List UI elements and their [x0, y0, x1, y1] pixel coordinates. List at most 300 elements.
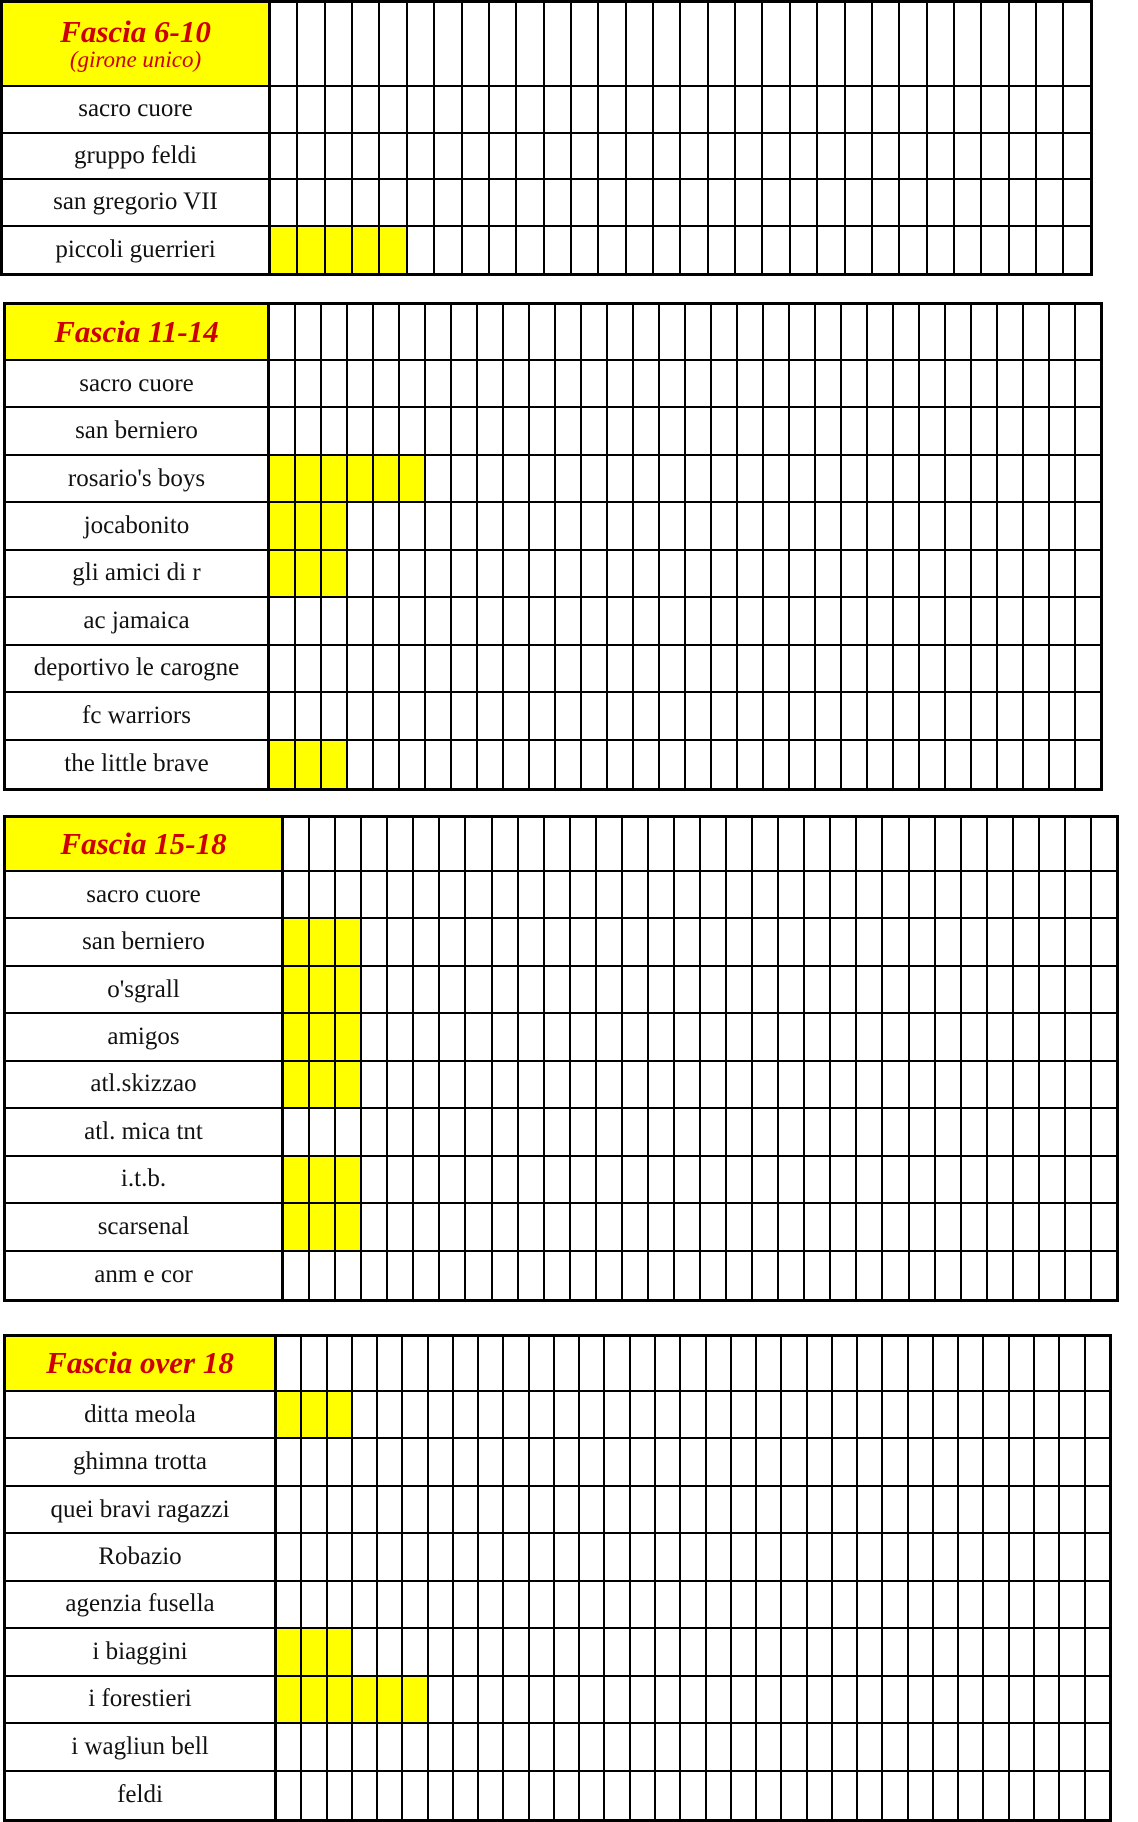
grid-cell	[681, 1677, 706, 1722]
marked-cell	[277, 1677, 302, 1722]
grid-cell	[1086, 1392, 1109, 1437]
grid-cell	[545, 180, 572, 225]
grid-cell	[910, 1157, 936, 1202]
category-title	[3, 3, 271, 85]
grid-cell	[649, 1204, 675, 1249]
grid-cell	[816, 741, 842, 788]
marked-cell	[378, 1677, 403, 1722]
grid-cell	[712, 503, 738, 548]
grid-cell	[608, 361, 634, 406]
grid-cell	[701, 1109, 727, 1154]
marked-cell	[298, 227, 325, 274]
grid-cell	[686, 456, 712, 501]
grid-cell	[1092, 1252, 1116, 1299]
grid-cell	[779, 919, 805, 964]
grid-cell	[353, 1534, 378, 1579]
grid-cell	[400, 503, 426, 548]
grid-cell	[380, 3, 407, 85]
grid-cell	[984, 1392, 1009, 1437]
grid-cell	[959, 1439, 984, 1484]
grid-cell	[504, 408, 530, 453]
grid-cell	[631, 1439, 656, 1484]
grid-cell	[284, 1252, 310, 1299]
grid-cell	[984, 1772, 1009, 1819]
marked-cell	[302, 1629, 327, 1674]
grid-cell	[764, 456, 790, 501]
grid-cell	[479, 1392, 504, 1437]
grid-cell	[400, 598, 426, 643]
grid-cell	[580, 1724, 605, 1769]
grid-cell	[1076, 646, 1100, 691]
grid-cell	[883, 1109, 909, 1154]
grid-cell	[555, 1772, 580, 1819]
grid-cell	[779, 1157, 805, 1202]
grid-cell	[440, 1014, 466, 1059]
grid-cell	[545, 1014, 571, 1059]
grid-cell	[298, 3, 325, 85]
grid-cell	[934, 1392, 959, 1437]
grid-cell	[701, 967, 727, 1012]
grid-cell	[1014, 818, 1040, 870]
grid-cell	[1035, 1487, 1060, 1532]
grid-cell	[504, 305, 530, 359]
grid-cell	[490, 180, 517, 225]
grid-cell	[519, 818, 545, 870]
grid-cell	[408, 3, 435, 85]
grid-cell	[833, 1392, 858, 1437]
grid-cell	[440, 1109, 466, 1154]
grid-cell	[545, 967, 571, 1012]
grid-cell	[414, 872, 440, 917]
grid-cell	[336, 872, 362, 917]
grid-cell	[972, 408, 998, 453]
grid-cell	[883, 967, 909, 1012]
team-name: i.t.b.	[6, 1157, 284, 1202]
grid-cell	[403, 1582, 428, 1627]
grid-cell	[962, 872, 988, 917]
grid-cell	[1010, 87, 1037, 132]
grid-cell	[580, 1392, 605, 1437]
grid-cell	[1076, 503, 1100, 548]
grid-cell	[1060, 1677, 1085, 1722]
grid-cell	[479, 1487, 504, 1532]
grid-cell	[928, 87, 955, 132]
grid-cell	[831, 872, 857, 917]
grid-cell	[504, 1534, 529, 1579]
grid-cell	[466, 919, 492, 964]
grid-cell	[1010, 3, 1037, 85]
grid-cell	[962, 1157, 988, 1202]
grid-cell	[435, 134, 462, 179]
grid-cell	[631, 1337, 656, 1390]
grid-cell	[605, 1337, 630, 1390]
grid-cell	[712, 456, 738, 501]
grid-cell	[572, 227, 599, 274]
grid-cell	[631, 1629, 656, 1674]
grid-cell	[582, 598, 608, 643]
grid-cell	[920, 598, 946, 643]
grid-cell	[426, 456, 452, 501]
grid-cell	[556, 305, 582, 359]
grid-cell	[857, 1014, 883, 1059]
grid-cell	[1037, 87, 1064, 132]
grid-cell	[388, 919, 414, 964]
grid-cell	[271, 3, 298, 85]
grid-cell	[408, 180, 435, 225]
grid-cell	[517, 3, 544, 85]
grid-cell	[675, 818, 701, 870]
grid-cell	[466, 1204, 492, 1249]
grid-cell	[380, 180, 407, 225]
marked-cell	[380, 227, 407, 274]
marked-cell	[284, 967, 310, 1012]
grid-cell	[868, 693, 894, 738]
team-row	[6, 919, 1116, 966]
grid-cell	[988, 1204, 1014, 1249]
team-cells	[284, 1062, 1116, 1107]
team-name: piccoli guerrieri	[3, 227, 271, 274]
grid-cell	[656, 1534, 681, 1579]
grid-cell	[1024, 646, 1050, 691]
grid-cell	[580, 1337, 605, 1390]
grid-cell	[707, 1677, 732, 1722]
grid-cell	[790, 741, 816, 788]
grid-cell	[757, 1772, 782, 1819]
grid-cell	[988, 1252, 1014, 1299]
grid-cell	[435, 87, 462, 132]
grid-cell	[816, 598, 842, 643]
grid-cell	[972, 361, 998, 406]
team-cells	[277, 1629, 1109, 1674]
header-cells	[284, 818, 1116, 870]
grid-cell	[883, 872, 909, 917]
grid-cell	[362, 872, 388, 917]
grid-cell	[764, 361, 790, 406]
marked-cell	[302, 1392, 327, 1437]
grid-cell	[348, 305, 374, 359]
grid-cell	[988, 1062, 1014, 1107]
grid-cell	[928, 227, 955, 274]
grid-cell	[623, 1062, 649, 1107]
grid-cell	[479, 1439, 504, 1484]
grid-cell	[701, 1157, 727, 1202]
grid-cell	[429, 1724, 454, 1769]
grid-cell	[782, 1534, 807, 1579]
grid-cell	[712, 305, 738, 359]
team-row	[6, 1252, 1116, 1299]
grid-cell	[270, 693, 296, 738]
grid-cell	[530, 741, 556, 788]
grid-cell	[846, 87, 873, 132]
grid-cell	[1060, 1337, 1085, 1390]
grid-cell	[764, 598, 790, 643]
grid-cell	[605, 1534, 630, 1579]
grid-cell	[962, 1204, 988, 1249]
grid-cell	[831, 1062, 857, 1107]
grid-cell	[1086, 1439, 1109, 1484]
grid-cell	[504, 1772, 529, 1819]
grid-cell	[1035, 1724, 1060, 1769]
grid-cell	[571, 967, 597, 1012]
grid-cell	[920, 551, 946, 596]
grid-cell	[493, 818, 519, 870]
grid-cell	[530, 646, 556, 691]
grid-cell	[454, 1487, 479, 1532]
grid-cell	[934, 1772, 959, 1819]
grid-cell	[1064, 3, 1089, 85]
grid-cell	[738, 598, 764, 643]
grid-cell	[571, 1014, 597, 1059]
team-row	[6, 503, 1100, 550]
grid-cell	[701, 1204, 727, 1249]
grid-cell	[808, 1392, 833, 1437]
grid-cell	[454, 1724, 479, 1769]
grid-cell	[805, 1062, 831, 1107]
grid-cell	[738, 646, 764, 691]
grid-cell	[738, 741, 764, 788]
team-cells	[277, 1582, 1109, 1627]
grid-cell	[582, 693, 608, 738]
grid-cell	[984, 1534, 1009, 1579]
grid-cell	[608, 305, 634, 359]
grid-cell	[466, 818, 492, 870]
grid-cell	[883, 1337, 908, 1390]
category-title-text: Fascia 6-10	[60, 13, 211, 49]
grid-cell	[571, 1204, 597, 1249]
grid-cell	[400, 646, 426, 691]
grid-cell	[1037, 134, 1064, 179]
grid-cell	[654, 3, 681, 85]
marked-cell	[374, 456, 400, 501]
grid-cell	[654, 87, 681, 132]
grid-cell	[348, 408, 374, 453]
grid-cell	[894, 503, 920, 548]
grid-cell	[1040, 1109, 1066, 1154]
grid-cell	[955, 87, 982, 132]
grid-cell	[571, 872, 597, 917]
grid-cell	[1040, 1014, 1066, 1059]
grid-cell	[808, 1582, 833, 1627]
marked-cell	[296, 741, 322, 788]
grid-cell	[374, 598, 400, 643]
grid-cell	[649, 967, 675, 1012]
grid-cell	[556, 503, 582, 548]
marked-cell	[353, 227, 380, 274]
grid-cell	[374, 646, 400, 691]
team-cells	[277, 1487, 1109, 1532]
grid-cell	[984, 1724, 1009, 1769]
grid-cell	[378, 1337, 403, 1390]
team-name: quei bravi ragazzi	[6, 1487, 277, 1532]
grid-cell	[270, 305, 296, 359]
grid-cell	[353, 1772, 378, 1819]
grid-cell	[530, 305, 556, 359]
marked-cell	[326, 227, 353, 274]
marked-cell	[336, 919, 362, 964]
marked-cell	[284, 1014, 310, 1059]
team-name: san gregorio VII	[3, 180, 271, 225]
grid-cell	[493, 1204, 519, 1249]
grid-cell	[934, 1677, 959, 1722]
grid-cell	[894, 305, 920, 359]
grid-cell	[842, 456, 868, 501]
grid-cell	[530, 1582, 555, 1627]
grid-cell	[946, 305, 972, 359]
grid-cell	[1037, 227, 1064, 274]
grid-cell	[962, 1109, 988, 1154]
grid-cell	[808, 1439, 833, 1484]
grid-cell	[545, 3, 572, 85]
grid-cell	[936, 1204, 962, 1249]
grid-cell	[955, 227, 982, 274]
grid-cell	[1050, 693, 1076, 738]
grid-cell	[348, 361, 374, 406]
grid-cell	[909, 1677, 934, 1722]
marked-cell	[284, 1157, 310, 1202]
grid-cell	[623, 818, 649, 870]
grid-cell	[478, 646, 504, 691]
grid-cell	[284, 818, 310, 870]
team-cells	[270, 361, 1100, 406]
marked-cell	[336, 1157, 362, 1202]
grid-cell	[656, 1724, 681, 1769]
grid-cell	[555, 1629, 580, 1674]
grid-cell	[571, 1252, 597, 1299]
grid-cell	[478, 456, 504, 501]
grid-cell	[833, 1772, 858, 1819]
grid-cell	[1010, 134, 1037, 179]
team-row	[6, 1772, 1109, 1819]
category-title	[6, 1337, 277, 1390]
grid-cell	[426, 646, 452, 691]
team-cells	[271, 180, 1090, 225]
grid-cell	[779, 967, 805, 1012]
grid-cell	[388, 1157, 414, 1202]
grid-cell	[686, 305, 712, 359]
grid-cell	[556, 456, 582, 501]
grid-cell	[736, 134, 763, 179]
grid-cell	[400, 693, 426, 738]
grid-cell	[631, 1772, 656, 1819]
grid-cell	[400, 361, 426, 406]
grid-cell	[1024, 361, 1050, 406]
grid-cell	[946, 456, 972, 501]
grid-cell	[763, 87, 790, 132]
grid-cell	[414, 1109, 440, 1154]
grid-cell	[504, 1337, 529, 1390]
team-cells	[284, 967, 1116, 1012]
grid-cell	[271, 134, 298, 179]
grid-cell	[660, 598, 686, 643]
grid-cell	[597, 1252, 623, 1299]
grid-cell	[894, 361, 920, 406]
grid-cell	[605, 1629, 630, 1674]
grid-cell	[1066, 1157, 1092, 1202]
grid-cell	[972, 646, 998, 691]
grid-cell	[597, 1204, 623, 1249]
marked-cell	[310, 1062, 336, 1107]
grid-cell	[736, 180, 763, 225]
grid-cell	[493, 872, 519, 917]
grid-cell	[328, 1439, 353, 1484]
grid-cell	[490, 3, 517, 85]
grid-cell	[936, 1109, 962, 1154]
team-cells	[270, 503, 1100, 548]
grid-cell	[336, 1109, 362, 1154]
grid-cell	[580, 1677, 605, 1722]
grid-cell	[883, 1677, 908, 1722]
grid-cell	[920, 361, 946, 406]
grid-cell	[302, 1337, 327, 1390]
grid-cell	[707, 1337, 732, 1390]
grid-cell	[833, 1439, 858, 1484]
grid-cell	[608, 646, 634, 691]
grid-cell	[988, 1014, 1014, 1059]
grid-cell	[426, 408, 452, 453]
grid-cell	[1066, 967, 1092, 1012]
team-row	[6, 361, 1100, 408]
grid-cell	[808, 1337, 833, 1390]
team-name: Robazio	[6, 1534, 277, 1579]
marked-cell	[310, 967, 336, 1012]
grid-cell	[608, 551, 634, 596]
grid-cell	[808, 1677, 833, 1722]
grid-cell	[454, 1439, 479, 1484]
grid-cell	[296, 408, 322, 453]
grid-cell	[582, 551, 608, 596]
grid-cell	[605, 1724, 630, 1769]
grid-cell	[623, 1157, 649, 1202]
grid-cell	[1050, 503, 1076, 548]
grid-cell	[1035, 1677, 1060, 1722]
grid-cell	[545, 1252, 571, 1299]
grid-cell	[555, 1677, 580, 1722]
grid-cell	[753, 872, 779, 917]
grid-cell	[479, 1677, 504, 1722]
grid-cell	[1066, 1014, 1092, 1059]
grid-cell	[842, 305, 868, 359]
team-name: agenzia fusella	[6, 1582, 277, 1627]
grid-cell	[452, 741, 478, 788]
grid-cell	[556, 693, 582, 738]
grid-cell	[727, 919, 753, 964]
grid-cell	[440, 872, 466, 917]
grid-cell	[597, 1109, 623, 1154]
grid-cell	[504, 1487, 529, 1532]
grid-cell	[681, 3, 708, 85]
grid-cell	[556, 598, 582, 643]
grid-cell	[463, 134, 490, 179]
marked-cell	[270, 503, 296, 548]
grid-cell	[909, 1582, 934, 1627]
grid-cell	[764, 551, 790, 596]
grid-cell	[310, 1109, 336, 1154]
grid-cell	[757, 1392, 782, 1437]
grid-cell	[686, 361, 712, 406]
grid-cell	[782, 1392, 807, 1437]
grid-cell	[519, 1109, 545, 1154]
grid-cell	[519, 872, 545, 917]
grid-cell	[440, 919, 466, 964]
grid-cell	[707, 1534, 732, 1579]
grid-cell	[998, 551, 1024, 596]
grid-cell	[631, 1487, 656, 1532]
grid-cell	[452, 503, 478, 548]
grid-cell	[530, 408, 556, 453]
grid-cell	[435, 180, 462, 225]
grid-cell	[955, 3, 982, 85]
grid-cell	[764, 503, 790, 548]
